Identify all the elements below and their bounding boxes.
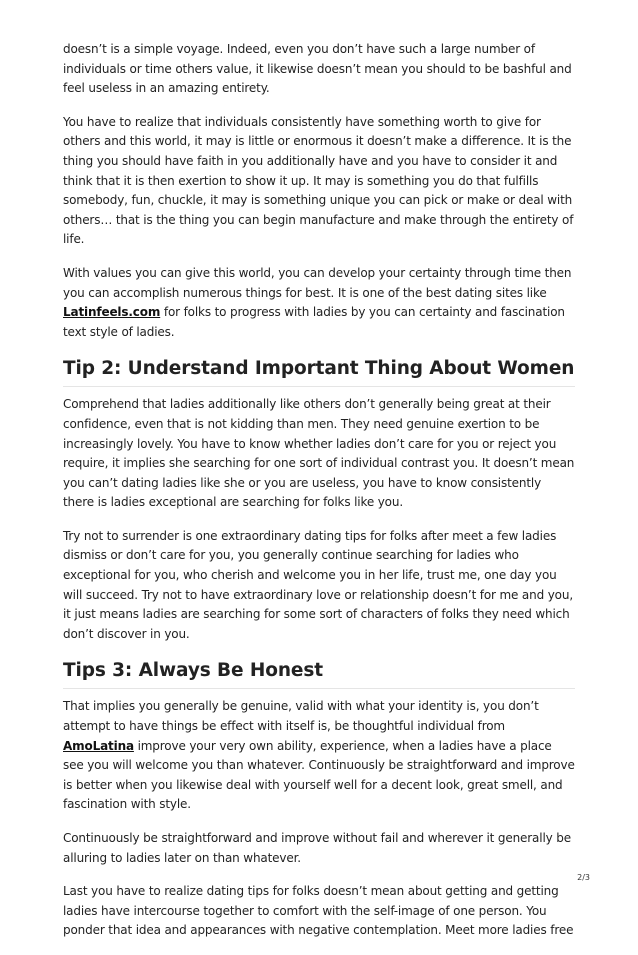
paragraph-intro-2: You have to realize that individuals consistently have something worth to give for others and this world, it may is little or enormous it doesn’t make a difference. It is the thing you should have faith in you additionally have and you have to consider it and think that it is then exertion to show it up. It may is something you do that fulfills somebody, fun, chuckle, it may is something unique you can pick or make or deal with others… that is the thing you can begin manufacture and make through the entirety of life. [63, 114, 574, 247]
latinfeels-link[interactable]: Latinfeels.com [63, 305, 161, 320]
tip3-heading: Tips 3: Always Be Honest [63, 658, 575, 689]
tip3-paragraph-1 [63, 697, 575, 815]
tip2-paragraph-1: Comprehend that ladies additionally like others don’t generally being great at their confidence, even that is not kidding than men. They need genuine exertion to be increasingly lovely. You have to know whether ladies don’t care for you or reject you require, it implies she searching for one sort of individual contrast you. It doesn’t mean you can’t dating ladies like she or you are useless, you have to know consistently there is ladies exceptional are searching for folks like you. [63, 397, 575, 510]
paragraph-text: With values you can give this world, you can develop your certainty through time then you can accomplish numerous things for best. It is one of the best dating sites like [63, 265, 572, 300]
tip2-heading: Tip 2: Understand Important Thing About Women [63, 356, 575, 387]
paragraph-text: for folks to progress with ladies by you can certainty and fascination text style of ladies. [63, 305, 565, 339]
paragraph-values [63, 264, 575, 342]
tip3-paragraph-3: Last you have to realize dating tips for folks doesn’t mean about getting and getting ladies have intercourse together to comfort with the self-image of one person. You ponder that idea and appearances with negative contemplation. Meet more ladies free [63, 884, 574, 938]
paragraph-text: That implies you generally be genuine, valid with what your identity is, you don’t attempt to have things be effect with itself is, be thoughtful individual from [63, 699, 539, 734]
tip3-paragraph-2: Continuously be straightforward and improve without fail and wherever it generally be alluring to ladies later on than whatever. [63, 831, 571, 865]
page-number: 2/3 [577, 873, 590, 882]
amolatina-link[interactable]: AmoLatina [63, 738, 134, 753]
tip2-paragraph-2: Try not to surrender is one extraordinary dating tips for folks after meet a few ladies dismiss or don’t care for you, you generally continue searching for ladies who exceptional for you, who cherish and welcome you in her life, trust me, one day you will succeed. Try not to have extraordinary love or relationship doesn’t for me and you, it just means ladies are searching for some sort of characters of folks they need which don’t discover in you. [63, 528, 573, 641]
article-body [63, 40, 575, 955]
paragraph-intro-1: doesn’t is a simple voyage. Indeed, even you don’t have such a large number of individuals or time others value, it likewise doesn’t mean you should to be bashful and feel useless in an amazing entirety. [63, 42, 572, 96]
paragraph-text: improve your very own ability, experience, when a ladies have a place see you will welcome you than whatever. Continuously be straightforward and improve is better when you likewise deal with yourself well for a decent look, great smell, and fascination with style. [63, 738, 575, 812]
